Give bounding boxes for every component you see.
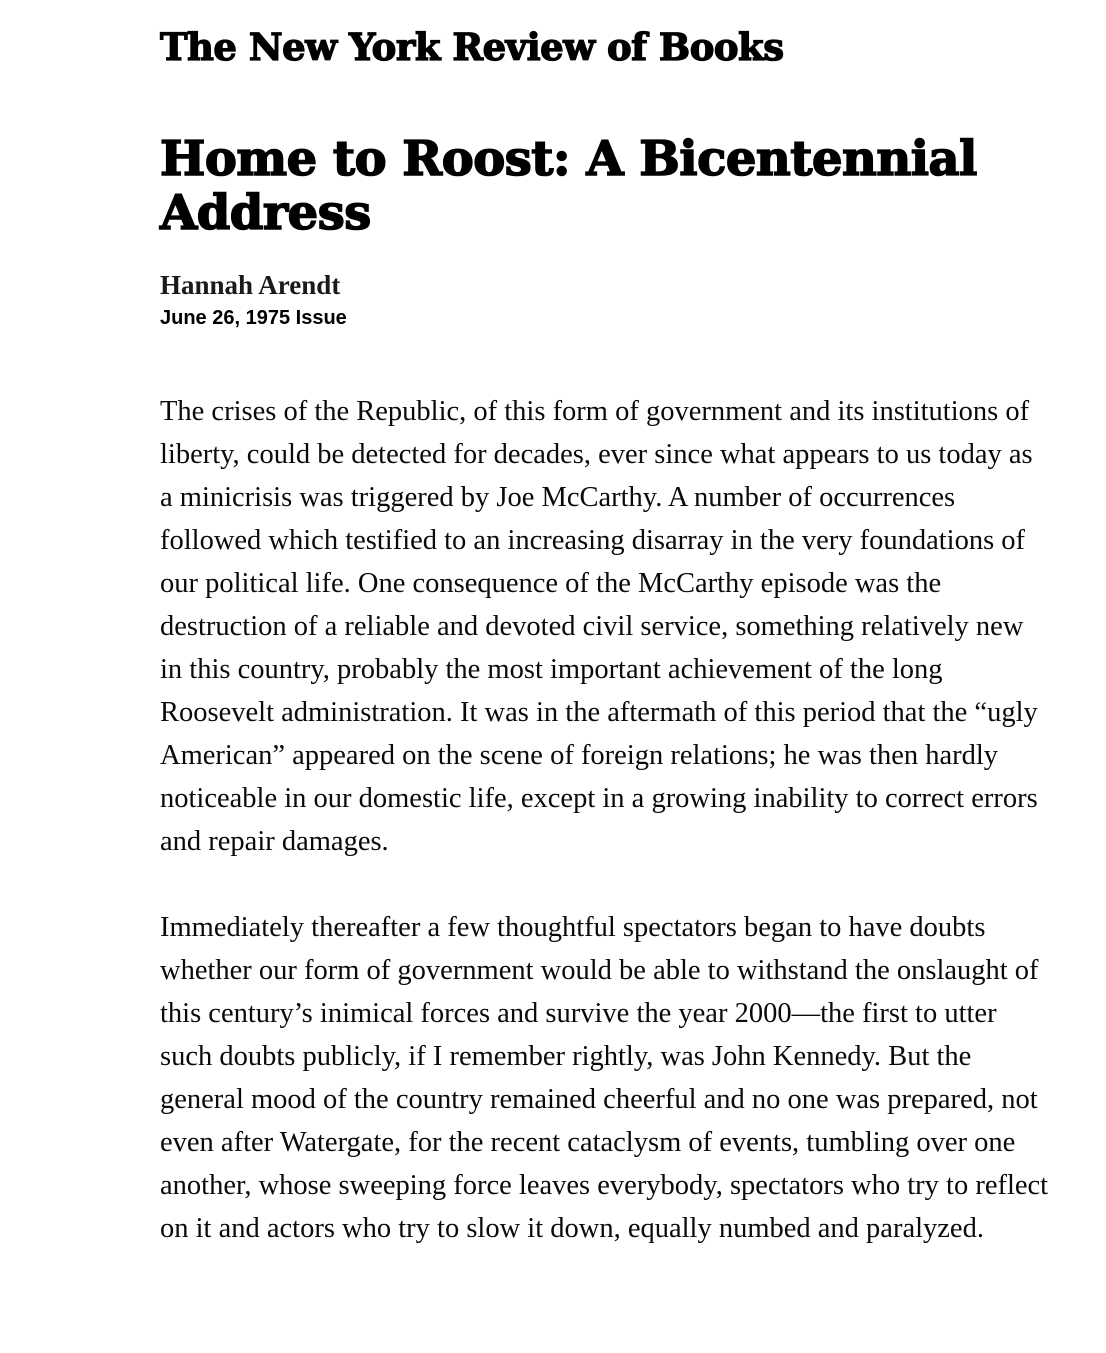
article-issue-date-link[interactable]: June 26, 1975 Issue <box>160 307 347 330</box>
byline-block <box>160 240 1050 330</box>
article-author-link[interactable]: Hannah Arendt <box>160 270 341 301</box>
article-paragraph: Immediately thereafter a few thoughtful spectators began to have doubts whether our form of government would be able to withstand the onslaught of this century’s inimical forces and survive the year 2000—the first to utter such doubts publicly, if I remember rightly, was John Kennedy. But the general mood of the country remained cheerful and no one was prepared, not even after Watergate, for the recent cataclysm of events, tumbling over one another, whose sweeping force leaves everybody, spectators who try to reflect on it and actors who try to slow it down, equally numbed and paralyzed. <box>160 912 1049 1245</box>
article-paragraph: The crises of the Republic, of this form of government and its institutions of liberty, could be detected for decades, ever since what appears to us today as a minicrisis was triggered by Joe McCarthy. A number of occurrences followed which testified to an increasing disarray in the very foundations of our political life. One consequence of the McCarthy episode was the destruction of a reliable and devoted civil service, something relatively new in this country, probably the most important achievement of the long Roosevelt administration. It was in the aftermath of this period that the “ugly American” appeared on the scene of foreign relations; he was then hardly noticeable in our domestic life, except in a growing inability to correct errors and repair damages. <box>160 396 1038 858</box>
article-title: Home to Roost: A Bicentennial Address <box>160 130 977 241</box>
nyrb-masthead-logo[interactable]: The New York Review of Books <box>160 25 784 69</box>
article-body <box>160 390 1050 1250</box>
